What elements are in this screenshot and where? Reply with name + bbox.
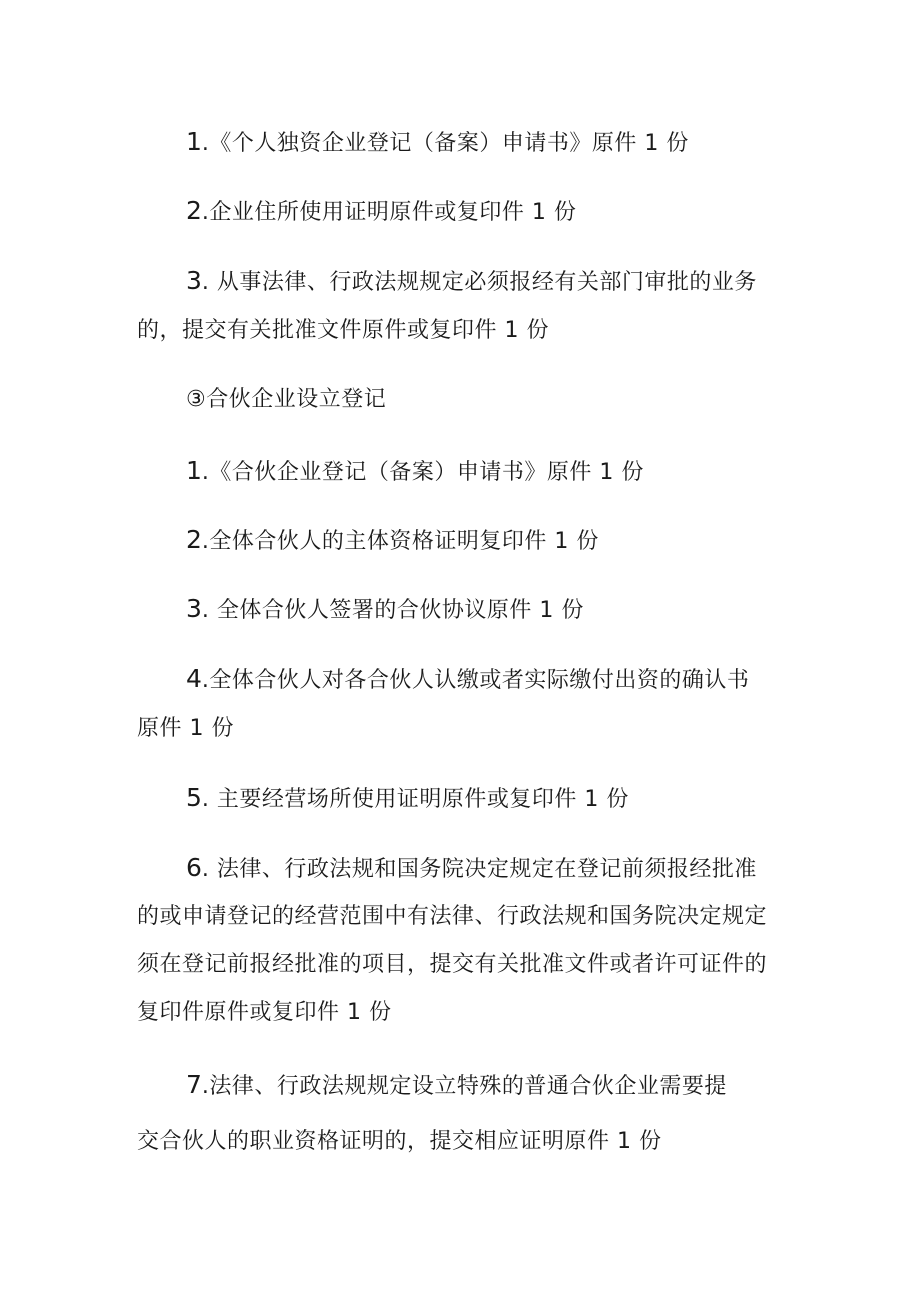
item-number: 2 — [186, 196, 202, 225]
item-number: 1 — [186, 456, 202, 485]
item-text: . 主要经营场所使用证明原件或复印件 1 份 — [201, 787, 629, 812]
item-continuation: 原件 1 份 — [137, 716, 234, 741]
list-item — [186, 456, 644, 488]
item-continuation: 交合伙人的职业资格证明的，提交相应证明原件 1 份 — [137, 1129, 662, 1154]
item-text: . 法律、行政法规和国务院决定规定在登记前须报经批准 — [201, 857, 757, 882]
item-text: . 全体合伙人签署的合伙协议原件 1 份 — [201, 598, 584, 623]
item-continuation: 复印件原件或复印件 1 份 — [137, 1000, 392, 1025]
item-number: 6 — [186, 853, 202, 882]
list-item — [186, 196, 576, 228]
item-number: 7 — [186, 1070, 202, 1099]
item-continuation: 须在登记前报经批准的项目，提交有关批准文件或者许可证件的 — [137, 952, 768, 977]
item-number: 4 — [186, 664, 202, 693]
list-item — [186, 127, 689, 159]
item-continuation: 的或申请登记的经营范围中有法律、行政法规和国务院决定规定 — [137, 904, 768, 929]
item-text: .全体合伙人对各合伙人认缴或者实际缴付出资的确认书 — [201, 668, 750, 693]
list-item — [186, 664, 749, 696]
item-text: .全体合伙人的主体资格证明复印件 1 份 — [201, 529, 599, 554]
list-item — [186, 525, 599, 557]
list-item — [186, 266, 757, 298]
list-item — [186, 783, 629, 815]
item-number: 3 — [186, 266, 202, 295]
item-text: .企业住所使用证明原件或复印件 1 份 — [201, 200, 577, 225]
item-number: 5 — [186, 783, 202, 812]
item-continuation: 的，提交有关批准文件原件或复印件 1 份 — [137, 318, 549, 343]
item-text: .《个人独资企业登记（备案）申请书》原件 1 份 — [201, 131, 689, 156]
list-item — [186, 853, 757, 885]
list-item — [186, 1070, 727, 1102]
item-text: . 从事法律、行政法规规定必须报经有关部门审批的业务 — [201, 270, 757, 295]
item-number: 2 — [186, 525, 202, 554]
section-heading: ③合伙企业设立登记 — [186, 387, 387, 412]
item-text: .《合伙企业登记（备案）申请书》原件 1 份 — [201, 460, 644, 485]
item-text: .法律、行政法规规定设立特殊的普通合伙企业需要提 — [201, 1074, 727, 1099]
item-number: 3 — [186, 594, 202, 623]
item-number: 1 — [186, 127, 202, 156]
list-item — [186, 594, 584, 626]
